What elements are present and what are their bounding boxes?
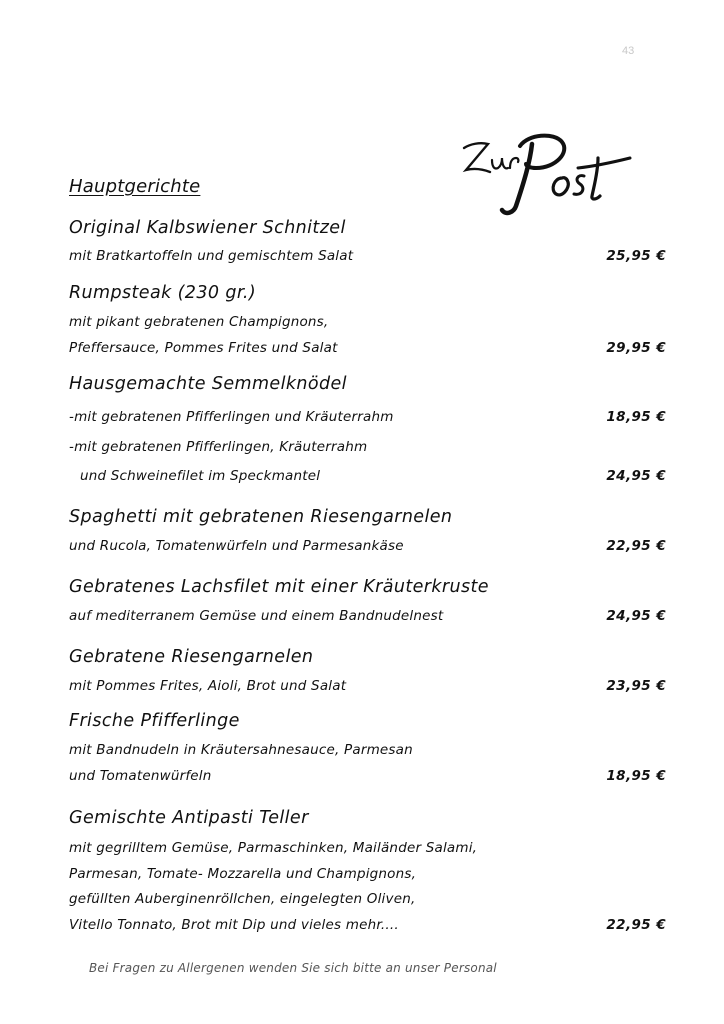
section-title: Hauptgerichte	[69, 176, 201, 197]
dish-title: Gemischte Antipasti Teller	[69, 808, 309, 828]
dish-description: Parmesan, Tomate- Mozzarella und Champignons,	[69, 866, 417, 882]
dish-price: 29,95 €	[606, 340, 666, 356]
dish-description: mit Bratkartoffeln und gemischtem Salat	[69, 248, 354, 264]
dish-title: Frische Pfifferlinge	[69, 711, 240, 731]
dish-description: mit pikant gebratenen Champignons,	[69, 314, 329, 330]
dish-description: mit gegrilltem Gemüse, Parmaschinken, Mailänder Salami,	[69, 840, 478, 856]
dish-price: 18,95 €	[606, 409, 666, 425]
zur-post-logo	[458, 128, 634, 220]
dish-price: 23,95 €	[606, 678, 666, 694]
dish-description: und Rucola, Tomatenwürfeln und Parmesankäse	[69, 538, 404, 554]
dish-description: mit Pommes Frites, Aioli, Brot und Salat	[69, 678, 347, 694]
dish-price: 25,95 €	[606, 248, 666, 264]
dish-description: mit Bandnudeln in Kräutersahnesauce, Parmesan	[69, 742, 413, 758]
dish-title: Gebratene Riesengarnelen	[69, 647, 314, 667]
logo-script-mark	[458, 128, 634, 220]
dish-description: und Tomatenwürfeln	[69, 768, 212, 784]
dish-price: 22,95 €	[606, 917, 666, 933]
dish-title: Gebratenes Lachsfilet mit einer Kräuterkruste	[69, 577, 489, 597]
dish-title: Rumpsteak (230 gr.)	[69, 283, 257, 303]
allergen-notice: Bei Fragen zu Allergenen wenden Sie sich bitte an unser Personal	[89, 961, 497, 975]
dish-description: Vitello Tonnato, Brot mit Dip und vieles mehr....	[69, 917, 399, 933]
dish-description: Pfeffersauce, Pommes Frites und Salat	[69, 340, 338, 356]
dish-price: 18,95 €	[606, 768, 666, 784]
dish-price: 22,95 €	[606, 538, 666, 554]
dish-description: gefüllten Auberginenröllchen, eingelegten Oliven,	[69, 891, 416, 907]
dish-price: 24,95 €	[606, 608, 666, 624]
dish-title: Original Kalbswiener Schnitzel	[69, 218, 346, 238]
dish-title: Spaghetti mit gebratenen Riesengarnelen	[69, 507, 453, 527]
dish-description: und Schweinefilet im Speckmantel	[80, 468, 321, 484]
page-number: 43	[622, 45, 635, 57]
dish-description: -mit gebratenen Pfifferlingen und Kräuterrahm	[69, 409, 394, 425]
dish-description: -mit gebratenen Pfifferlingen, Kräuterrahm	[69, 439, 368, 455]
dish-price: 24,95 €	[606, 468, 666, 484]
dish-title: Hausgemachte Semmelknödel	[69, 374, 347, 394]
dish-description: auf mediterranem Gemüse und einem Bandnudelnest	[69, 608, 444, 624]
